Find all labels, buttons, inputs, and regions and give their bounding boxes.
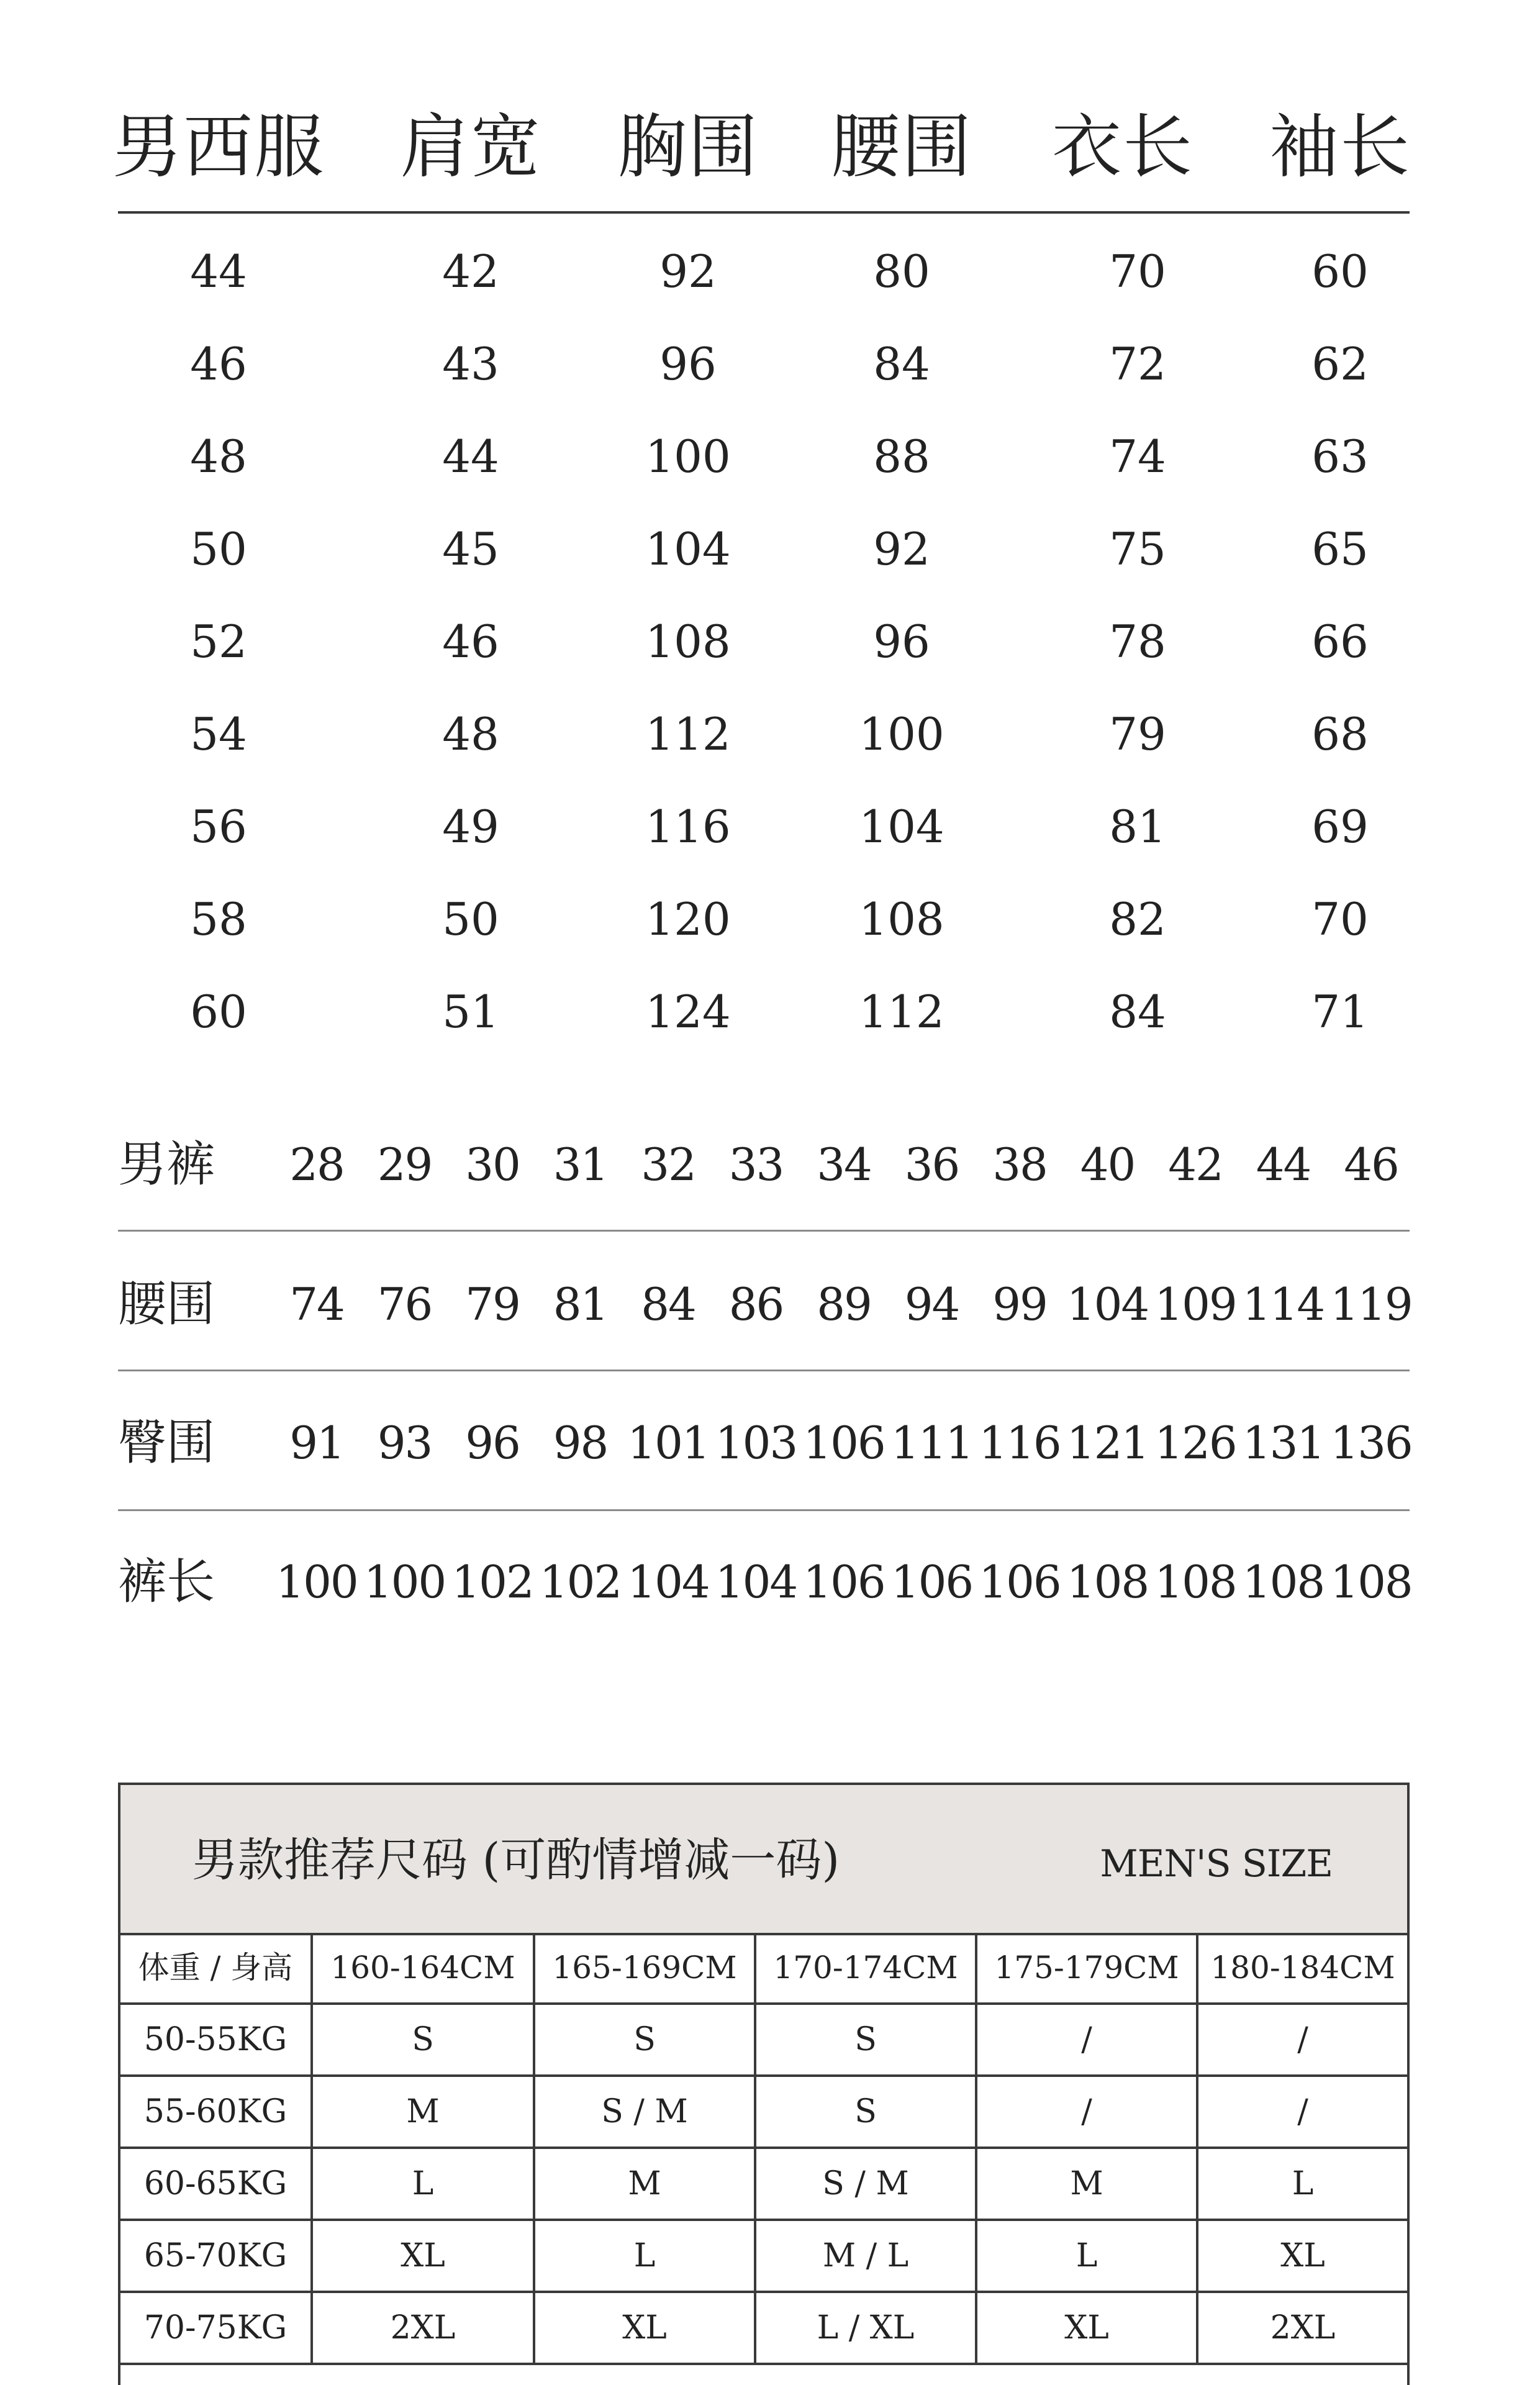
- pants-cell: 38: [992, 1138, 1047, 1191]
- pants-cell: 79: [465, 1278, 520, 1330]
- pants-table-row: [118, 1390, 1410, 1496]
- recommend-cell: /: [1297, 2093, 1308, 2130]
- recommend-cell: S: [535, 2005, 756, 2074]
- recommend-cell: /: [1297, 2021, 1308, 2058]
- suit-cell: 84: [873, 338, 930, 390]
- recommend-row: [120, 2077, 1407, 2149]
- recommend-cell: XL: [535, 2293, 756, 2363]
- pants-cell: 109: [1154, 1278, 1236, 1330]
- pants-cell: 42: [1168, 1138, 1223, 1191]
- suit-table-row: [118, 317, 1410, 411]
- pants-cell: 104: [715, 1556, 797, 1608]
- suit-header-sleeve: 袖长: [1269, 107, 1411, 188]
- pants-table-row: [118, 1529, 1410, 1635]
- pants-cell: 40: [1080, 1138, 1135, 1191]
- pants-cell: 104: [627, 1556, 709, 1608]
- pants-cell: 108: [1154, 1556, 1236, 1608]
- suit-cell: 44: [442, 430, 499, 483]
- recommend-row: [120, 2221, 1407, 2293]
- suit-cell: 96: [873, 616, 930, 668]
- pants-cell: 28: [289, 1138, 344, 1191]
- recommend-header-row: [120, 1933, 1407, 2005]
- suit-cell: 68: [1311, 708, 1369, 760]
- recommend-cell: S / M: [756, 2149, 977, 2219]
- recommend-header-cell: 165-169CM: [535, 1933, 756, 2002]
- pants-table-row: [118, 1252, 1410, 1357]
- pants-cell: 108: [1242, 1556, 1325, 1608]
- suit-cell: 70: [1311, 893, 1369, 945]
- pants-cell: 96: [465, 1417, 520, 1469]
- pants-cell: 74: [289, 1278, 344, 1330]
- pants-cell: 98: [553, 1417, 608, 1469]
- suit-cell: 65: [1311, 523, 1369, 575]
- suit-cell: 62: [1311, 338, 1369, 390]
- recommend-cell: M / L: [756, 2221, 977, 2291]
- recommend-cell: XL: [313, 2221, 535, 2291]
- suit-cell: 92: [659, 245, 717, 298]
- suit-cell: 50: [190, 523, 247, 575]
- recommend-cell: S / M: [535, 2077, 756, 2146]
- recommend-cell: 2XL: [1270, 2309, 1336, 2346]
- suit-table-row: [118, 502, 1410, 596]
- suit-cell: 46: [190, 338, 247, 390]
- suit-header-size: 男西服: [112, 107, 325, 188]
- suit-cell: 60: [1311, 245, 1369, 298]
- pants-cell: 101: [627, 1417, 709, 1469]
- pants-cell: 30: [465, 1138, 520, 1191]
- suit-cell: 108: [859, 893, 944, 945]
- pants-cell: 91: [289, 1417, 344, 1469]
- pants-cell: 102: [451, 1556, 533, 1608]
- suit-cell: 52: [190, 616, 247, 668]
- suit-cell: 120: [645, 893, 731, 945]
- suit-table-row: [118, 780, 1410, 873]
- suit-table-row: [118, 410, 1410, 503]
- recommend-cell: M: [977, 2149, 1198, 2219]
- pants-cell: 76: [377, 1278, 432, 1330]
- pants-cell: 116: [979, 1417, 1061, 1469]
- suit-cell: 71: [1311, 986, 1369, 1038]
- suit-cell: 48: [190, 430, 247, 483]
- recommend-row: [120, 2005, 1407, 2077]
- pants-cell: 121: [1066, 1417, 1149, 1469]
- pants-cell: 34: [817, 1138, 871, 1191]
- pants-cell: 31: [553, 1138, 608, 1191]
- suit-cell: 63: [1311, 430, 1369, 483]
- recommend-cell: /: [977, 2077, 1198, 2146]
- suit-cell: 82: [1109, 893, 1166, 945]
- pants-cell: 126: [1154, 1417, 1236, 1469]
- suit-header-waist: 腰围: [831, 107, 972, 188]
- recommend-header-cell: 160-164CM: [313, 1933, 535, 2002]
- pants-cell: 106: [979, 1556, 1061, 1608]
- suit-cell: 72: [1109, 338, 1166, 390]
- recommend-cell: S: [756, 2077, 977, 2146]
- pants-cell: 36: [904, 1138, 959, 1191]
- suit-cell: 69: [1311, 801, 1369, 853]
- suit-cell: 88: [873, 430, 930, 483]
- pants-row-divider: [118, 1509, 1410, 1511]
- suit-cell: 50: [442, 893, 499, 945]
- recommend-row: [120, 2149, 1407, 2221]
- pants-cell: 84: [641, 1278, 695, 1330]
- pants-cell: 94: [904, 1278, 959, 1330]
- recommend-cell: L: [313, 2149, 535, 2219]
- suit-cell: 116: [645, 801, 731, 853]
- suit-cell: 100: [645, 430, 731, 483]
- recommend-cell: XL: [977, 2293, 1198, 2363]
- suit-header-length: 衣长: [1052, 107, 1194, 188]
- recommend-cell: L: [535, 2221, 756, 2291]
- pants-row-label: 男裤: [118, 1137, 215, 1192]
- suit-cell: 100: [859, 708, 944, 760]
- pants-cell: 131: [1242, 1417, 1325, 1469]
- suit-table-row: [118, 688, 1410, 781]
- suit-header-chest: 胸围: [617, 107, 759, 188]
- suit-table-header: [112, 93, 1411, 202]
- recommend-cell: M: [535, 2149, 756, 2219]
- suit-cell: 75: [1109, 523, 1166, 575]
- suit-cell: 81: [1109, 801, 1166, 853]
- pants-table-row: [118, 1112, 1410, 1217]
- recommend-cell: /: [977, 2005, 1198, 2074]
- suit-cell: 84: [1109, 986, 1166, 1038]
- pants-cell: 93: [377, 1417, 432, 1469]
- pants-cell: 89: [817, 1278, 871, 1330]
- pants-cell: 29: [377, 1138, 432, 1191]
- recommend-title: 男款推荐尺码 (可酌情增减一码): [192, 1833, 840, 1887]
- suit-table-row: [118, 595, 1410, 688]
- suit-cell: 124: [645, 986, 731, 1038]
- pants-cell: 86: [728, 1278, 784, 1330]
- recommend-header-cell: 体重 / 身高: [120, 1933, 313, 2002]
- recommend-cell: 50-55KG: [120, 2005, 313, 2074]
- pants-cell: 111: [890, 1417, 973, 1469]
- suit-table-row: [118, 965, 1410, 1058]
- recommend-cell: S: [313, 2005, 535, 2074]
- recommend-cell: 65-70KG: [120, 2221, 313, 2291]
- suit-cell: 58: [190, 893, 247, 945]
- pants-row-divider: [118, 1230, 1410, 1232]
- recommend-table: [118, 1783, 1410, 2385]
- pants-cell: 103: [715, 1417, 797, 1469]
- pants-cell: 32: [641, 1138, 695, 1191]
- suit-header-divider: [118, 211, 1410, 214]
- suit-cell: 51: [442, 986, 499, 1038]
- pants-cell: 81: [553, 1278, 608, 1330]
- pants-cell: 99: [992, 1278, 1047, 1330]
- recommend-cell: S: [756, 2005, 977, 2074]
- pants-row-label: 臀围: [118, 1415, 215, 1471]
- pants-cell: 108: [1330, 1556, 1412, 1608]
- recommend-cell: M: [313, 2077, 535, 2146]
- suit-cell: 49: [442, 801, 499, 853]
- recommend-header-cell: 175-179CM: [977, 1933, 1198, 2002]
- pants-row-divider: [118, 1370, 1410, 1371]
- suit-cell: 112: [859, 986, 944, 1038]
- pants-cell: 106: [803, 1556, 885, 1608]
- pants-cell: 33: [728, 1138, 784, 1191]
- pants-cell: 102: [539, 1556, 622, 1608]
- pants-cell: 100: [276, 1556, 358, 1608]
- pants-cell: 106: [890, 1556, 973, 1608]
- suit-cell: 43: [442, 338, 499, 390]
- pants-cell: 44: [1256, 1138, 1311, 1191]
- suit-cell: 74: [1109, 430, 1166, 483]
- pants-cell: 100: [363, 1556, 446, 1608]
- recommend-header-cell: 180-184CM: [1210, 1950, 1395, 1986]
- suit-cell: 112: [645, 708, 731, 760]
- suit-table-row: [118, 225, 1410, 318]
- suit-cell: 80: [873, 245, 930, 298]
- recommend-cell: L: [977, 2221, 1198, 2291]
- recommend-cell: 60-65KG: [120, 2149, 313, 2219]
- suit-cell: 44: [190, 245, 247, 298]
- pants-cell: 108: [1066, 1556, 1149, 1608]
- recommend-cell: L: [1292, 2165, 1314, 2202]
- recommend-cell: 55-60KG: [120, 2077, 313, 2146]
- suit-cell: 70: [1109, 245, 1166, 298]
- pants-cell: 114: [1242, 1278, 1325, 1330]
- pants-row-label: 裤长: [118, 1554, 215, 1610]
- suit-cell: 108: [645, 616, 731, 668]
- suit-cell: 79: [1109, 708, 1166, 760]
- recommend-cell: XL: [1280, 2237, 1325, 2274]
- suit-cell: 54: [190, 708, 247, 760]
- suit-cell: 92: [873, 523, 930, 575]
- pants-cell: 104: [1066, 1278, 1149, 1330]
- recommend-cell: 2XL: [313, 2293, 535, 2363]
- suit-cell: 45: [442, 523, 499, 575]
- pants-cell: 46: [1344, 1138, 1398, 1191]
- pants-row-label: 腰围: [118, 1276, 215, 1332]
- suit-cell: 104: [859, 801, 944, 853]
- suit-cell: 42: [442, 245, 499, 298]
- suit-cell: 104: [645, 523, 731, 575]
- recommend-row: [120, 2293, 1407, 2365]
- pants-cell: 106: [803, 1417, 885, 1469]
- suit-cell: 78: [1109, 616, 1166, 668]
- suit-cell: 48: [442, 708, 499, 760]
- suit-header-shoulder: 肩宽: [400, 107, 541, 188]
- recommend-header-cell: 170-174CM: [756, 1933, 977, 2002]
- suit-cell: 56: [190, 801, 247, 853]
- pants-cell: 136: [1330, 1417, 1412, 1469]
- pants-cell: 119: [1330, 1278, 1412, 1330]
- suit-cell: 60: [190, 986, 247, 1038]
- recommend-cell: L / XL: [756, 2293, 977, 2363]
- suit-cell: 66: [1311, 616, 1369, 668]
- recommend-cell: 70-75KG: [120, 2293, 313, 2363]
- suit-cell: 96: [659, 338, 717, 390]
- suit-table-row: [118, 873, 1410, 966]
- recommend-header-band: [120, 1785, 1407, 1935]
- suit-cell: 46: [442, 616, 499, 668]
- recommend-title-en: MEN'S SIZE: [1100, 1842, 1333, 1886]
